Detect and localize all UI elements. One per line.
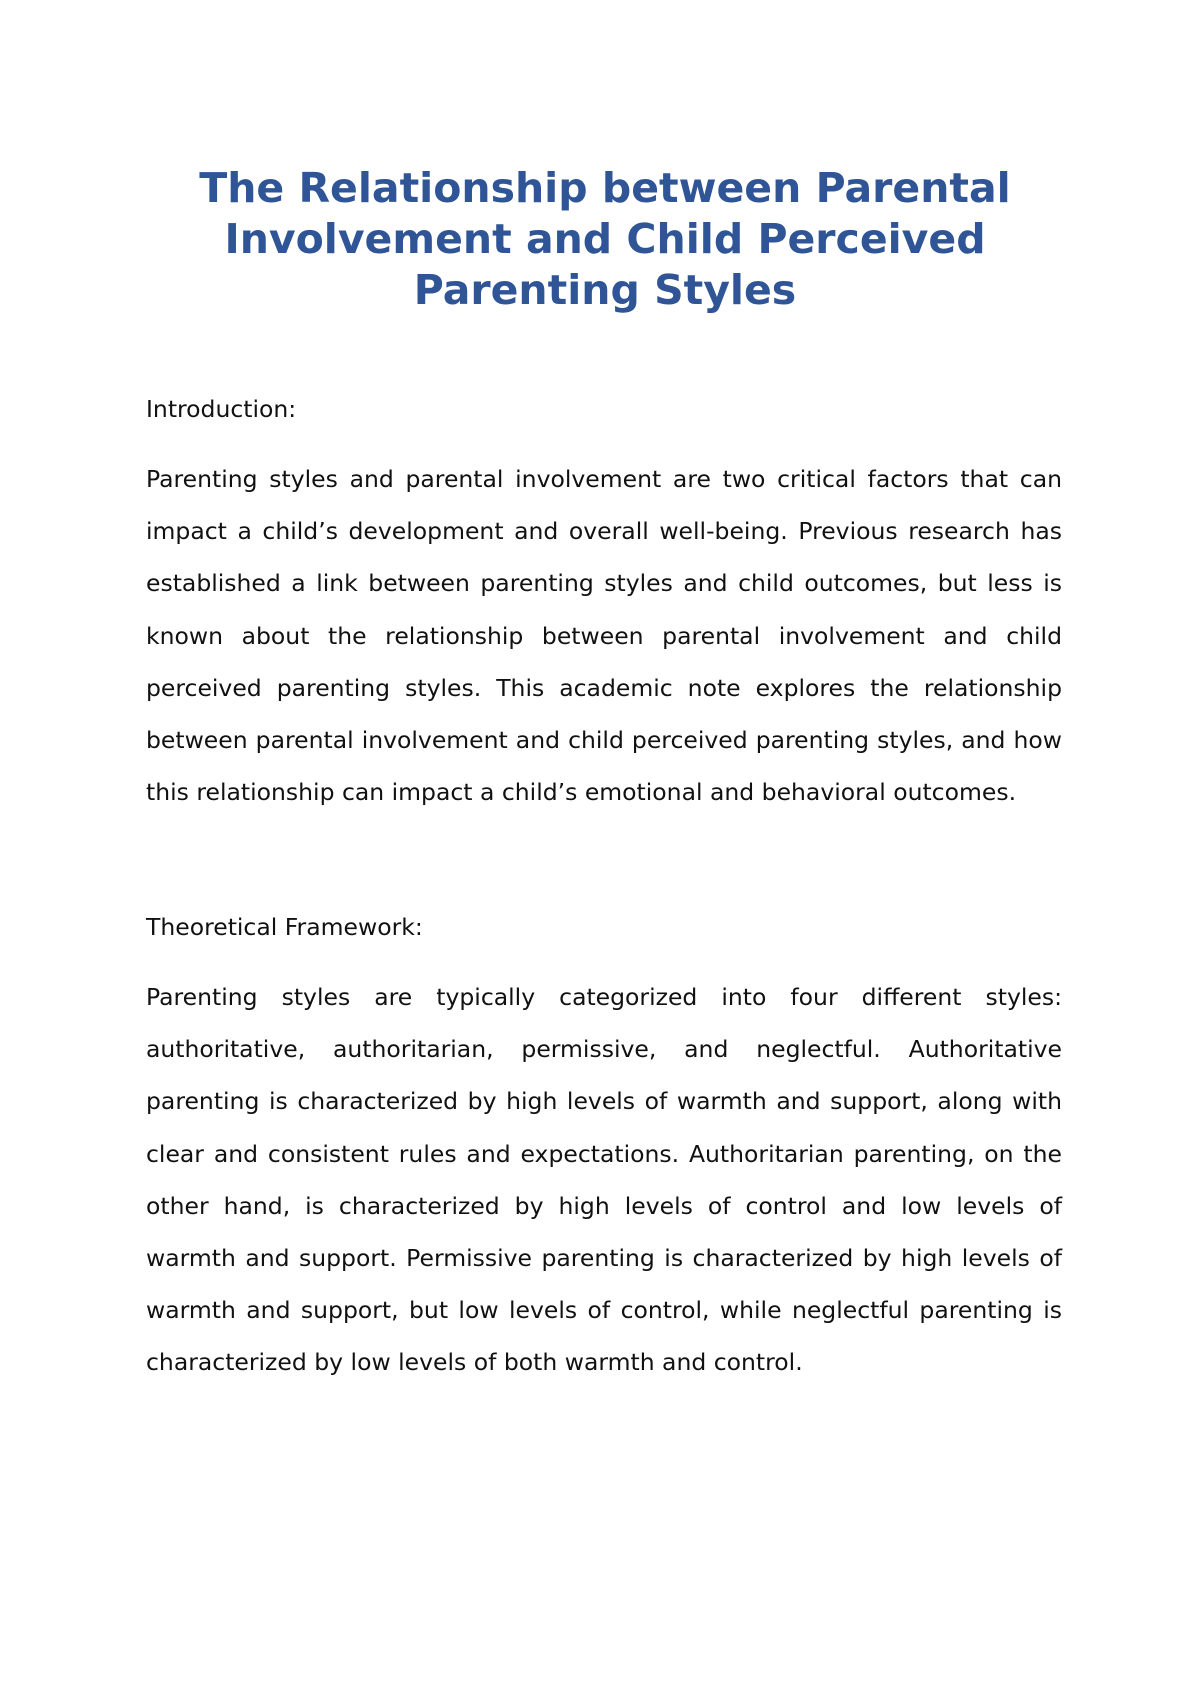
document-title: The Relationship between Parental Involvement and Child Perceived Parenting Styles xyxy=(199,164,1011,314)
introduction-heading: Introduction: xyxy=(146,395,297,423)
theoretical-framework-heading: Theoretical Framework: xyxy=(146,913,423,941)
introduction-paragraph: Parenting styles and parental involvement are two critical factors that can impact a child’s development and overall well-being. Previous research has established a link between parenting styles and child outcomes, but less is known about the relationship between parental involvement and child perceived parenting styles. This academic note explores the relationship between parental involvement and child perceived parenting styles, and how this relationship can impact a child’s emotional and behavioral outcomes. xyxy=(146,465,1062,807)
theoretical-framework-paragraph: Parenting styles are typically categorized into four different styles: authoritative, authoritarian, permissive, and neglectful. Authoritative parenting is characterized by high levels of warmth and support, along with clear and consistent rules and expectations. Authoritarian parenting, on the other hand, is characterized by high levels of control and low levels of warmth and support. Permissive parenting is characterized by high levels of warmth and support, but low levels of control, while neglectful parenting is characterized by low levels of both warmth and control. xyxy=(146,983,1062,1377)
